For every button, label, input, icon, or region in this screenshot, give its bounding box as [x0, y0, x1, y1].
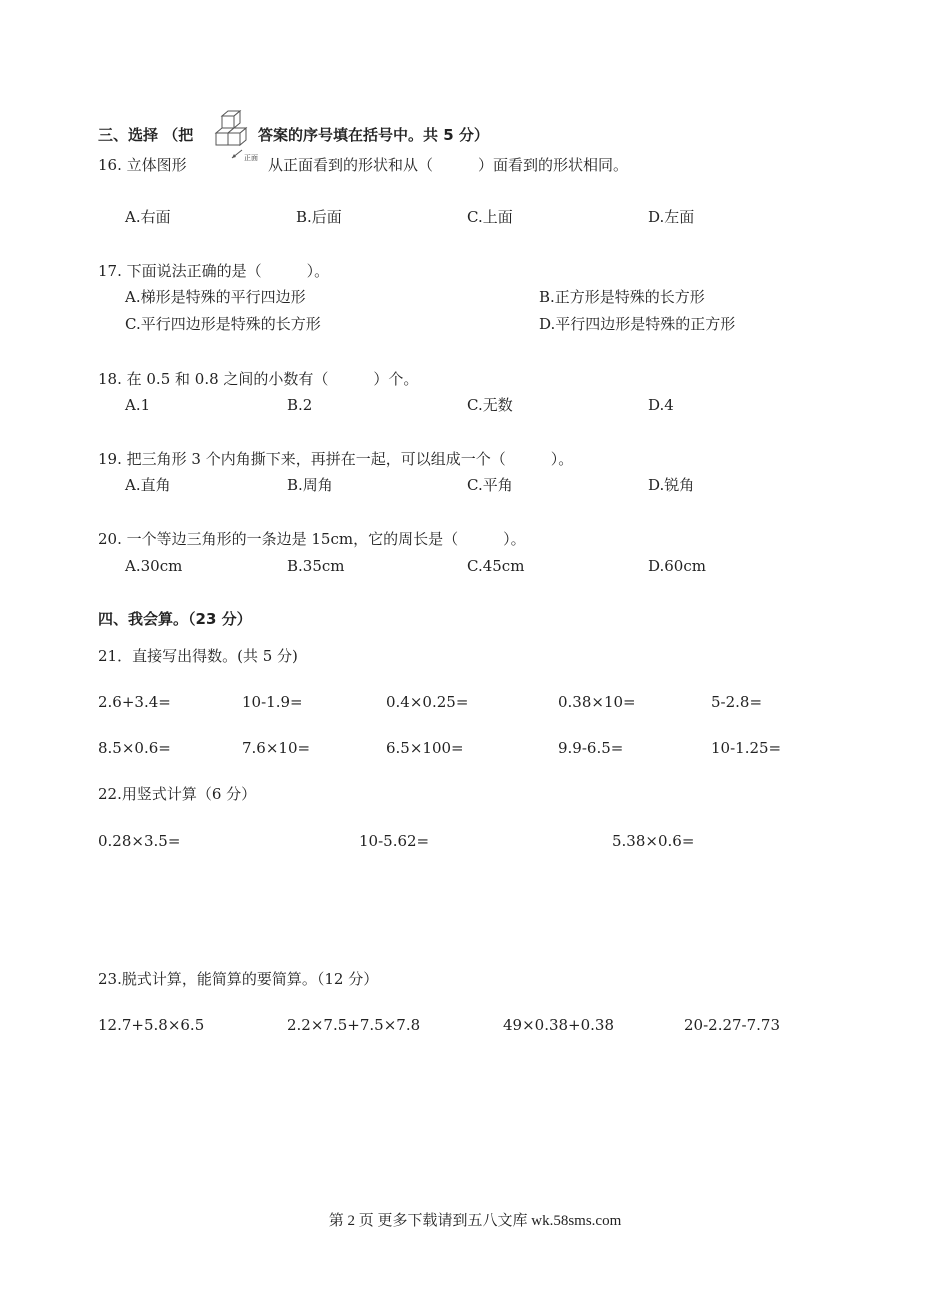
q21-item-4: 0.38×10= [558, 693, 636, 711]
q21-item-2: 10-1.9= [242, 693, 303, 711]
q18-stem: 18. 在 0.5 和 0.8 之间的小数有（ ）个。 [98, 370, 419, 388]
q18-option-d: D.4 [648, 396, 674, 414]
q19-option-b: B.周角 [287, 476, 333, 494]
q23-item-3: 49×0.38+0.38 [503, 1016, 615, 1034]
q16-option-c: C.上面 [467, 208, 513, 226]
q19-option-d: D.锐角 [648, 476, 695, 494]
q16-option-a: A.右面 [125, 208, 171, 226]
q18-option-b: B.2 [287, 396, 313, 414]
section-4-title: 四、我会算。（23 分） [98, 610, 252, 628]
q16-option-d: D.左面 [648, 208, 695, 226]
q22-item-2: 10-5.62= [359, 832, 430, 850]
q19-option-a: A.直角 [125, 476, 171, 494]
q22-stem: 22.用竖式计算（6 分） [98, 785, 257, 803]
q16-option-b: B.后面 [296, 208, 342, 226]
q20-option-a: A.30cm [125, 557, 183, 575]
q16-stem-b: 从正面看到的形状和从（ ）面看到的形状相同。 [268, 156, 629, 174]
q19-stem: 19. 把三角形 3 个内角撕下来，再拼在一起，可以组成一个（ ）。 [98, 450, 574, 468]
q20-option-b: B.35cm [287, 557, 345, 575]
q19-option-c: C.平角 [467, 476, 513, 494]
section-3-title: 三、选择 （把 [98, 126, 194, 144]
cube-figure-icon [210, 110, 262, 166]
q21-item-8: 6.5×100= [386, 739, 464, 757]
front-label: 正面 [244, 154, 258, 162]
q18-option-a: A.1 [125, 396, 151, 414]
q23-item-2: 2.2×7.5+7.5×7.8 [287, 1016, 421, 1034]
q16-stem-a: 16. 立体图形 [98, 156, 187, 174]
q21-item-6: 8.5×0.6= [98, 739, 171, 757]
q20-option-d: D.60cm [648, 557, 706, 575]
q22-item-1: 0.28×3.5= [98, 832, 181, 850]
q23-item-1: 12.7+5.8×6.5 [98, 1016, 205, 1034]
q17-stem: 17. 下面说法正确的是（ ）。 [98, 262, 330, 280]
q21-item-3: 0.4×0.25= [386, 693, 469, 711]
q17-option-d: D.平行四边形是特殊的正方形 [539, 315, 736, 333]
q17-option-c: C.平行四边形是特殊的长方形 [125, 315, 321, 333]
q23-stem: 23.脱式计算，能简算的要简算。（12 分） [98, 970, 379, 988]
q21-stem: 21．直接写出得数。(共 5 分) [98, 647, 298, 665]
q23-item-4: 20-2.27-7.73 [684, 1016, 781, 1034]
q17-option-a: A.梯形是特殊的平行四边形 [125, 288, 306, 306]
q20-option-c: C.45cm [467, 557, 525, 575]
q21-item-5: 5-2.8= [711, 693, 763, 711]
q17-option-b: B.正方形是特殊的长方形 [539, 288, 705, 306]
q18-option-c: C.无数 [467, 396, 513, 414]
q21-item-10: 10-1.25= [711, 739, 782, 757]
q22-item-3: 5.38×0.6= [612, 832, 695, 850]
q21-item-7: 7.6×10= [242, 739, 311, 757]
q20-stem: 20. 一个等边三角形的一条边是 15cm，它的周长是（ ）。 [98, 530, 526, 548]
page-footer: 第 2 页 更多下载请到五八文库 wk.58sms.com [328, 1213, 622, 1229]
q21-item-1: 2.6+3.4= [98, 693, 171, 711]
q21-item-9: 9.9-6.5= [558, 739, 624, 757]
section-3-title-rest: 答案的序号填在括号中。共 5 分） [258, 126, 489, 144]
